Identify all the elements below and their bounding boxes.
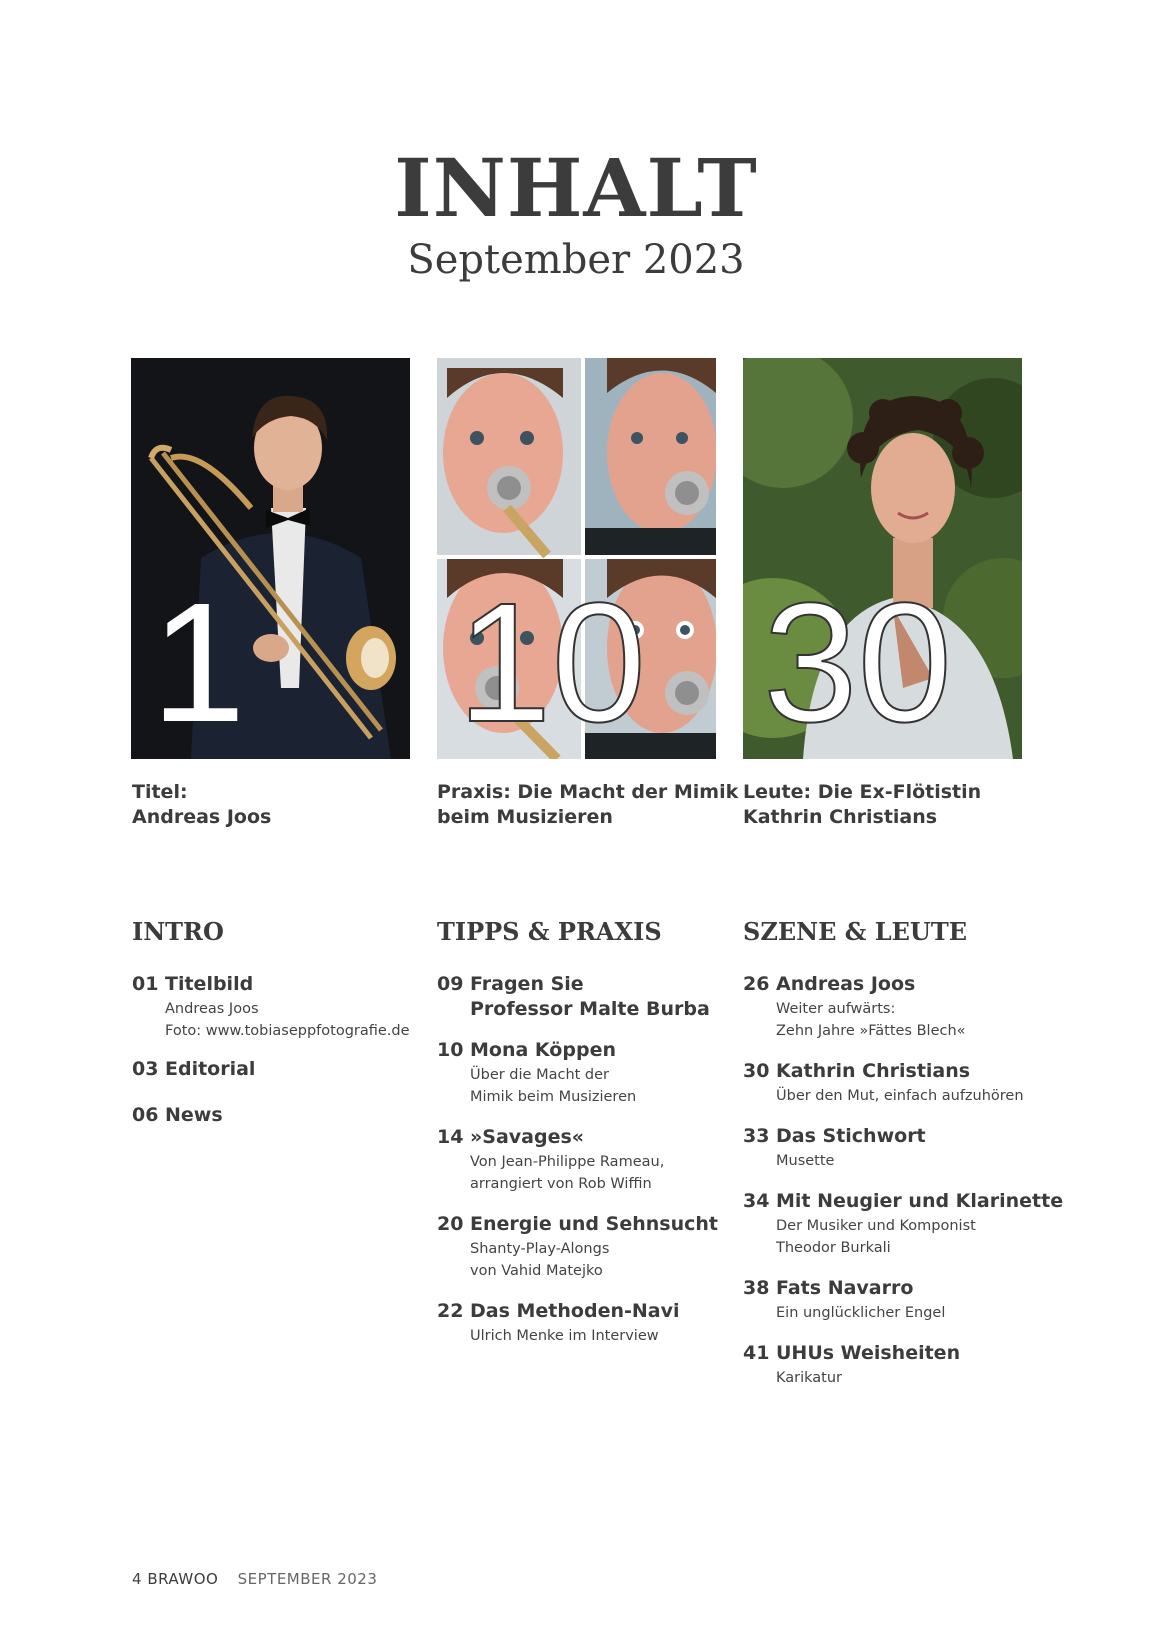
toc-column-tipps-praxis xyxy=(437,972,737,1347)
toc-entry[interactable] xyxy=(437,1038,737,1108)
toc-entry-subtitle: Theodor Burkali xyxy=(776,1240,891,1256)
toc-entry[interactable] xyxy=(132,1103,432,1128)
toc-entry[interactable] xyxy=(132,972,432,1042)
toc-entry[interactable] xyxy=(743,1059,1043,1107)
toc-entry[interactable] xyxy=(743,1341,1043,1389)
toc-entry[interactable] xyxy=(132,1057,432,1082)
feature-photo-cover[interactable] xyxy=(131,358,410,759)
toc-page-number: 20 xyxy=(437,1213,464,1235)
feature-caption-leute[interactable] xyxy=(743,780,1033,830)
toc-page-number: 41 xyxy=(743,1342,770,1364)
toc-page-number: 34 xyxy=(743,1190,770,1212)
toc-entry-title: Das Methoden-Navi xyxy=(470,1300,680,1322)
footer-issue: SEPTEMBER 2023 xyxy=(237,1570,378,1588)
caption-line: beim Musizieren xyxy=(437,806,613,828)
toc-page-number: 33 xyxy=(743,1125,770,1147)
toc-entry-subtitle: Andreas Joos xyxy=(165,1001,259,1017)
toc-entry-subtitle: Zehn Jahre »Fättes Blech« xyxy=(776,1023,966,1039)
toc-entry[interactable] xyxy=(437,1212,737,1282)
toc-entry-title: Kathrin Christians xyxy=(776,1060,971,1082)
feature-caption-cover[interactable] xyxy=(132,780,422,830)
caption-line: Titel: xyxy=(132,781,188,803)
toc-page-number: 03 xyxy=(132,1058,159,1080)
page-title: INHALT xyxy=(394,141,758,235)
section-heading-szene-leute: SZENE & LEUTE xyxy=(743,917,968,946)
toc-page-number: 14 xyxy=(437,1126,464,1148)
toc-entry-subtitle: Über die Macht der xyxy=(470,1067,610,1083)
toc-page-number: 22 xyxy=(437,1300,464,1322)
feature-photo-leute[interactable] xyxy=(743,358,1022,759)
feature-number-overlay: 10 xyxy=(457,568,647,758)
toc-entry-title: Mona Köppen xyxy=(470,1039,616,1061)
toc-entry-title: Energie und Sehnsucht xyxy=(470,1213,718,1235)
issue-subtitle: September 2023 xyxy=(407,237,745,283)
toc-entry-subtitle: arrangiert von Rob Wiffin xyxy=(470,1176,652,1192)
caption-line: Kathrin Christians xyxy=(743,806,938,828)
toc-page-number: 30 xyxy=(743,1060,770,1082)
section-heading-tipps-praxis: TIPPS & PRAXIS xyxy=(437,917,662,946)
toc-entry-subtitle: Weiter aufwärts: xyxy=(776,1001,896,1017)
toc-page-number: 01 xyxy=(132,973,159,995)
toc-entry[interactable] xyxy=(437,1299,737,1347)
toc-page-number: 26 xyxy=(743,973,770,995)
toc-entry-title: Titelbild xyxy=(165,973,254,995)
footer-publication: BRAWOO xyxy=(147,1570,219,1588)
caption-line: Praxis: Die Macht der Mimik xyxy=(437,781,739,803)
feature-photo-praxis[interactable] xyxy=(437,358,716,759)
toc-entry[interactable] xyxy=(743,1276,1043,1324)
toc-entry-subtitle: Foto: www.tobiaseppfotografie.de xyxy=(165,1023,410,1039)
toc-entry-subtitle: Mimik beim Musizieren xyxy=(470,1089,637,1105)
toc-entry-title: News xyxy=(165,1104,223,1126)
toc-entry-subtitle: Über den Mut, einfach aufzuhören xyxy=(776,1088,1024,1104)
toc-entry[interactable] xyxy=(743,1189,1064,1259)
toc-entry-subtitle: Von Jean-Philippe Rameau, xyxy=(470,1154,665,1170)
feature-number-overlay: 1 xyxy=(151,568,246,758)
toc-column-szene-leute xyxy=(743,972,1064,1389)
footer-page-number: 4 xyxy=(132,1570,143,1588)
toc-entry-subtitle: von Vahid Matejko xyxy=(470,1263,603,1279)
toc-entry[interactable] xyxy=(743,1124,1043,1172)
toc-entry-title: Fats Navarro xyxy=(776,1277,914,1299)
toc-entry-title: Editorial xyxy=(165,1058,256,1080)
toc-entry[interactable] xyxy=(437,1125,737,1195)
toc-page-number: 06 xyxy=(132,1104,159,1126)
toc-entry-subtitle: Karikatur xyxy=(776,1370,842,1386)
toc-entry-title: Mit Neugier und Klarinette xyxy=(776,1190,1064,1212)
toc-entry-subtitle: Der Musiker und Komponist xyxy=(776,1218,976,1234)
toc-column-intro xyxy=(132,972,432,1128)
section-heading-intro: INTRO xyxy=(132,917,224,946)
feature-number-overlay: 30 xyxy=(763,568,953,758)
toc-page-number: 10 xyxy=(437,1039,464,1061)
toc-entry-title-line2: Professor Malte Burba xyxy=(470,998,710,1020)
page-footer xyxy=(132,1570,377,1588)
toc-entry[interactable] xyxy=(743,972,1043,1042)
toc-entry[interactable] xyxy=(437,972,737,1022)
toc-entry-subtitle: Ein unglücklicher Engel xyxy=(776,1305,946,1321)
toc-entry-title: Andreas Joos xyxy=(776,973,916,995)
toc-entry-subtitle: Musette xyxy=(776,1153,835,1169)
toc-entry-title: »Savages« xyxy=(470,1126,585,1148)
toc-page-number: 09 xyxy=(437,973,464,995)
toc-entry-title: UHUs Weisheiten xyxy=(776,1342,961,1364)
toc-entry-title: Fragen Sie xyxy=(470,973,584,995)
toc-entry-subtitle: Shanty-Play-Alongs xyxy=(470,1241,610,1257)
toc-entry-title: Das Stichwort xyxy=(776,1125,926,1147)
toc-entry-subtitle: Ulrich Menke im Interview xyxy=(470,1328,659,1344)
feature-caption-praxis[interactable] xyxy=(437,780,739,830)
caption-line: Leute: Die Ex-Flötistin xyxy=(743,781,982,803)
caption-line: Andreas Joos xyxy=(132,806,272,828)
toc-page-number: 38 xyxy=(743,1277,770,1299)
